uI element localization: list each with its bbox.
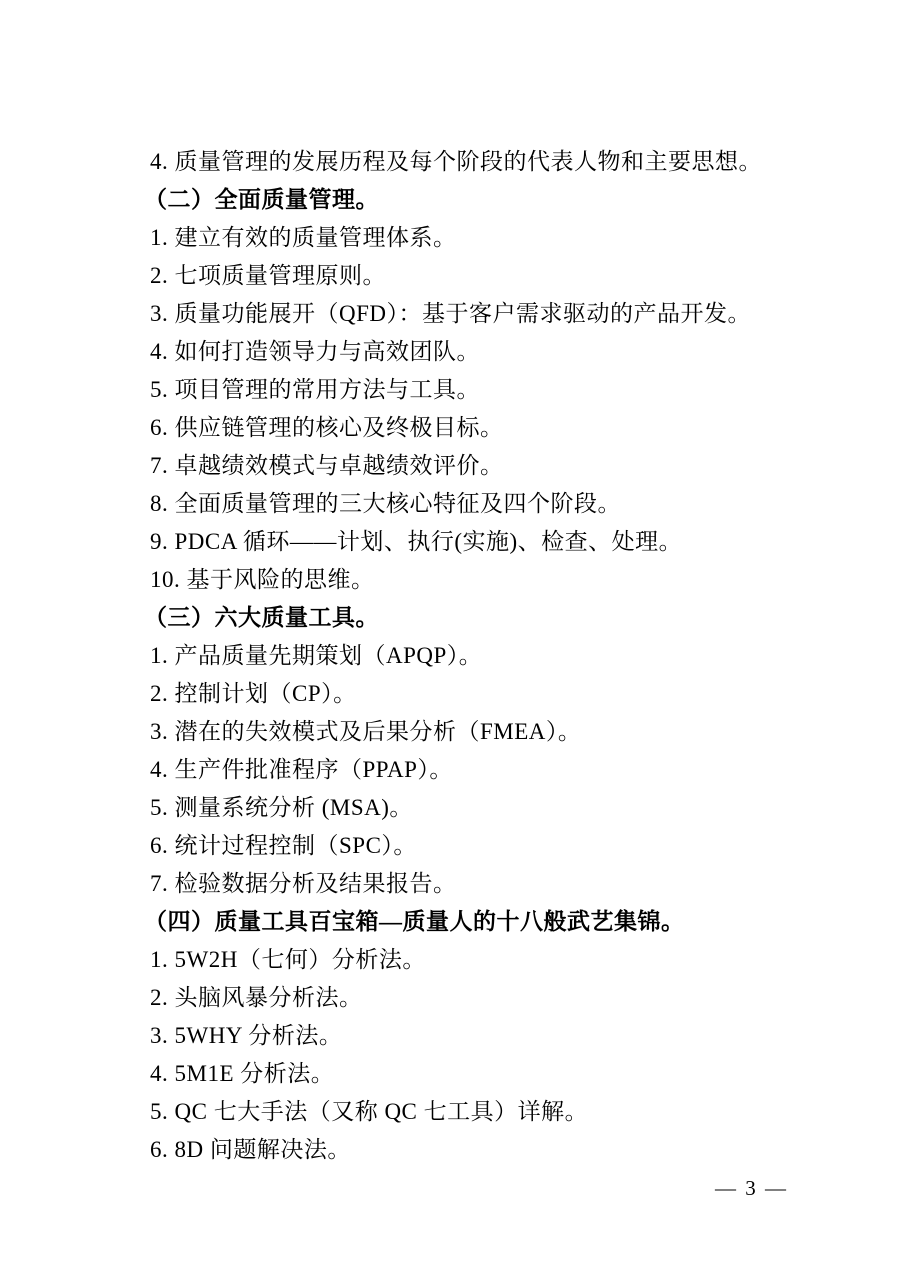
outline-item: 6. 供应链管理的核心及终极目标。 (150, 415, 504, 440)
section-heading: （三）六大质量工具。 (144, 605, 379, 630)
document-body (144, 143, 820, 1169)
outline-item: 5. QC 七大手法（又称 QC 七工具）详解。 (150, 1099, 589, 1124)
outline-item: 8. 全面质量管理的三大核心特征及四个阶段。 (150, 491, 621, 516)
outline-item: 7. 卓越绩效模式与卓越绩效评价。 (150, 453, 504, 478)
outline-item: 6. 8D 问题解决法。 (150, 1137, 351, 1162)
outline-item: 4. 5M1E 分析法。 (150, 1061, 335, 1086)
outline-item: 1. 建立有效的质量管理体系。 (150, 225, 457, 250)
outline-item: 5. 测量系统分析 (MSA)。 (150, 795, 413, 820)
outline-item: 6. 统计过程控制（SPC）。 (150, 833, 417, 858)
outline-item: 9. PDCA 循环——计划、执行(实施)、检查、处理。 (150, 529, 683, 554)
outline-item: 4. 如何打造领导力与高效团队。 (150, 339, 480, 364)
page-number: — 3 — (715, 1176, 788, 1200)
outline-item: 1. 产品质量先期策划（APQP）。 (150, 643, 483, 668)
outline-item: 3. 质量功能展开（QFD）：基于客户需求驱动的产品开发。 (150, 301, 752, 326)
outline-item: 5. 项目管理的常用方法与工具。 (150, 377, 480, 402)
outline-item: 4. 生产件批准程序（PPAP）。 (150, 757, 453, 782)
page-footer (715, 1174, 788, 1202)
outline-item: 2. 控制计划（CP）。 (150, 681, 357, 706)
section-heading: （二）全面质量管理。 (144, 187, 379, 212)
outline-item: 7. 检验数据分析及结果报告。 (150, 871, 457, 896)
outline-item: 3. 潜在的失效模式及后果分析（FMEA）。 (150, 719, 582, 744)
outline-item: 2. 七项质量管理原则。 (150, 263, 386, 288)
section-heading: （四）质量工具百宝箱—质量人的十八般武艺集锦。 (144, 909, 685, 934)
outline-item: 2. 头脑风暴分析法。 (150, 985, 363, 1010)
outline-item: 3. 5WHY 分析法。 (150, 1023, 343, 1048)
outline-item: 10. 基于风险的思维。 (150, 567, 375, 592)
outline-item: 4. 质量管理的发展历程及每个阶段的代表人物和主要思想。 (150, 149, 762, 174)
outline-item: 1. 5W2H（七何）分析法。 (150, 947, 426, 972)
